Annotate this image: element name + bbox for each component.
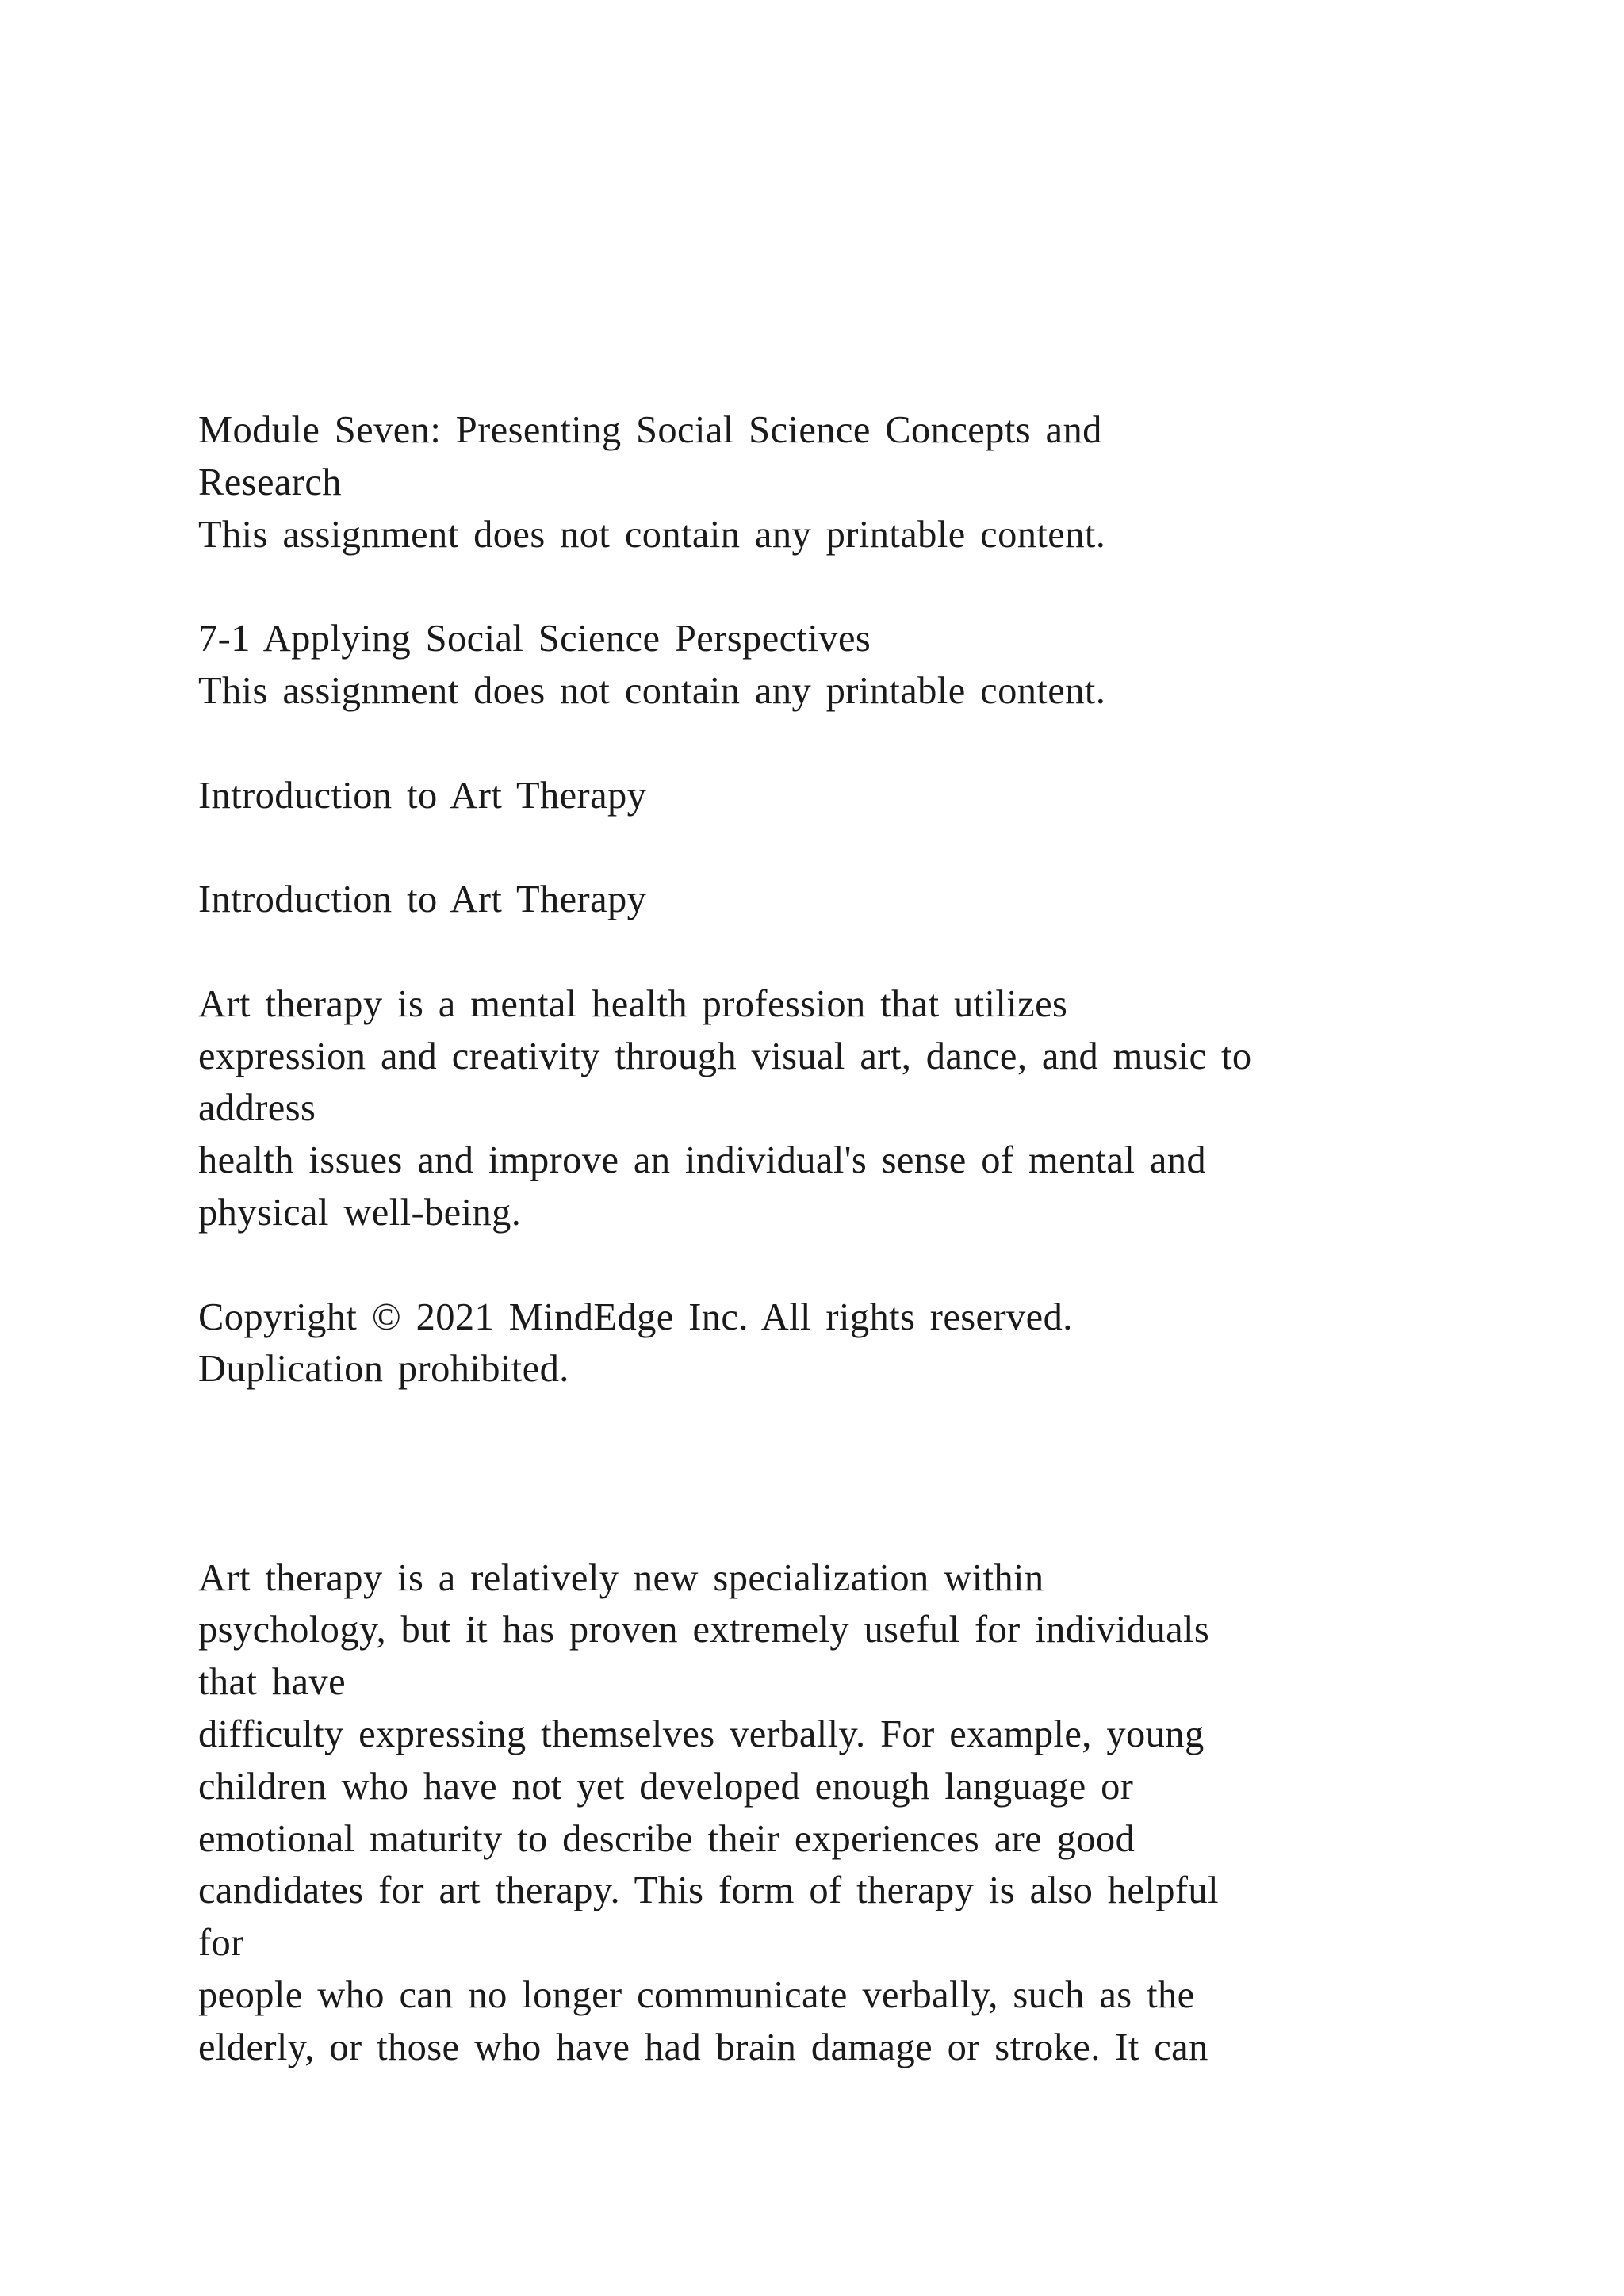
module-title-line-1: Module Seven: Presenting Social Science Concepts and xyxy=(198,409,1102,451)
paragraph-line: candidates for art therapy. This form of therapy is also helpful xyxy=(198,1869,1219,1912)
spacer xyxy=(198,1239,1530,1292)
paragraph-line: address xyxy=(198,1087,316,1130)
paragraph-line: for xyxy=(198,1922,244,1965)
spacer xyxy=(198,1395,1530,1552)
module-note: This assignment does not contain any printable content. xyxy=(198,513,1106,556)
paragraph-line: difficulty expressing themselves verbally. For example, young xyxy=(198,1712,1205,1755)
paragraph-line: children who have not yet developed enough language or xyxy=(198,1765,1134,1808)
module-title-line-2: Research xyxy=(198,461,342,503)
paragraph-line: Art therapy is a relatively new specialization within xyxy=(198,1556,1044,1599)
paragraph-line: psychology, but it has proven extremely useful for individuals xyxy=(198,1609,1210,1651)
spacer xyxy=(198,926,1530,978)
intro-heading-1: Introduction to Art Therapy xyxy=(198,774,647,817)
section-note: This assignment does not contain any printable content. xyxy=(198,669,1106,712)
intro-heading-2: Introduction to Art Therapy xyxy=(198,878,647,921)
document-body xyxy=(198,404,1530,2074)
paragraph-line: physical well-being. xyxy=(198,1191,522,1234)
spacer xyxy=(198,561,1530,613)
paragraph-line: expression and creativity through visual art, dance, and music to xyxy=(198,1035,1252,1077)
paragraph-line: elderly, or those who have had brain damage or stroke. It can xyxy=(198,2026,1208,2068)
paragraph-line: Art therapy is a mental health profession that utilizes xyxy=(198,982,1068,1025)
paragraph-line: that have xyxy=(198,1661,347,1704)
copyright-line-2: Duplication prohibited. xyxy=(198,1348,569,1391)
spacer xyxy=(198,821,1530,874)
paragraph-2 xyxy=(198,1552,1530,2074)
paragraph-1 xyxy=(198,978,1530,1239)
copyright-line-1: Copyright © 2021 MindEdge Inc. All rights reserved. xyxy=(198,1295,1073,1338)
spacer xyxy=(198,718,1530,770)
paragraph-line: health issues and improve an individual's sense of mental and xyxy=(198,1139,1207,1182)
paragraph-line: people who can no longer communicate verbally, such as the xyxy=(198,1973,1195,2016)
section-title: 7-1 Applying Social Science Perspectives xyxy=(198,618,871,660)
paragraph-line: emotional maturity to describe their experiences are good xyxy=(198,1817,1136,1860)
